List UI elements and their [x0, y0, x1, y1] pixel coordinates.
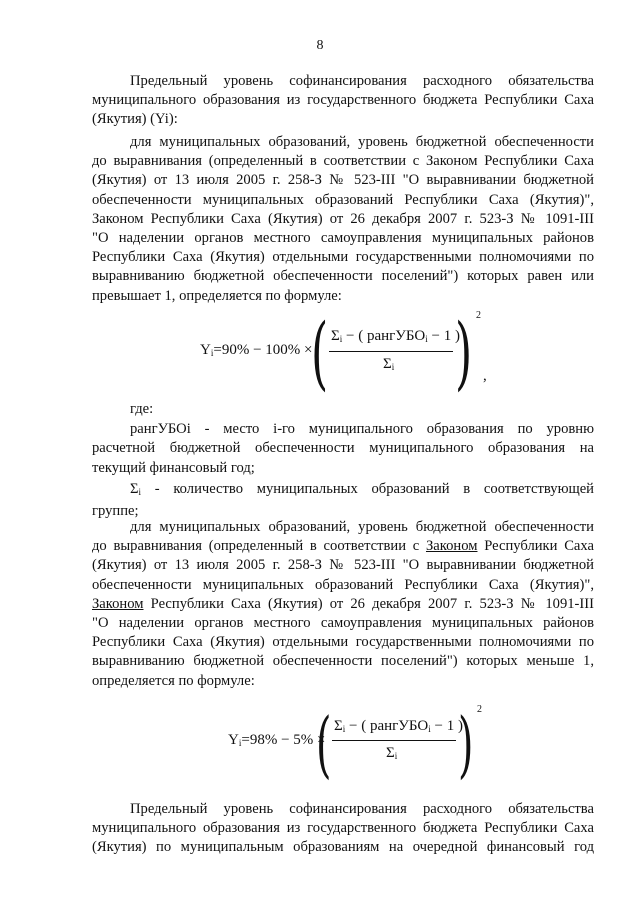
left-paren: (: [316, 702, 332, 786]
text-line: (Якутия) по муниципальным образованиям на очередной финансовый год: [92, 839, 594, 856]
right-paren: ): [455, 306, 473, 399]
text-line: Республики Саха (Якутия) отдельными государственными полномочиями по: [92, 249, 594, 266]
formula-trailing-comma: ,: [483, 368, 487, 384]
formula-denominator: $\Sigma_i$: [386, 745, 398, 761]
text-line: до выравнивания (определенный в соответствии с Законом Республики Саха: [92, 153, 594, 170]
text-line: до выравнивания (определенный в соответствии с Законом Республики Саха: [92, 538, 594, 555]
text-line: Предельный уровень софинансирования расходного обязательства: [130, 73, 594, 89]
formula-1: [0, 300, 640, 400]
paragraph-next-year: [92, 800, 594, 858]
text-line: выравниванию бюджетной обеспеченности поселений") которых меньше 1,: [92, 653, 594, 670]
formula-lhs-sub: i: [238, 738, 242, 748]
text-line: (Якутия) от 13 июля 2005 г. 258-З № 523-III "О выравнивании бюджетной: [92, 557, 594, 574]
text-line: рангУБОi - место i-го муниципального образования по уровню: [130, 421, 594, 438]
left-paren: (: [311, 306, 329, 399]
text-line: Предельный уровень софинансирования расходного обязательства: [130, 801, 594, 817]
text-line: Законом Республики Саха (Якутия) от 26 декабря 2007 г. 523-З № 1091-III: [92, 210, 594, 227]
formula-2: [0, 700, 640, 786]
text-line: "О наделении органов местного самоуправления муниципальных районов: [92, 615, 594, 632]
definition-sigma-line: $\Sigma_i$ - количество муниципальных образований в соответствующей: [130, 480, 594, 497]
formula-lhs: Y: [228, 732, 239, 748]
sigma-symbol: Σ: [130, 480, 139, 497]
formula-numerator: $\Sigma_i$ − ( рангУБО$_i$ − 1 ): [331, 328, 460, 344]
law-link[interactable]: Законом: [425, 538, 478, 555]
formula-lhs: Y: [200, 342, 211, 358]
text-line: для муниципальных образований, уровень бюджетной обеспеченности: [130, 134, 594, 150]
text-line: (Якутия) (Yi):: [92, 111, 178, 128]
fraction-line: [332, 740, 456, 741]
formula-power: 2: [476, 310, 481, 321]
paragraph-condition-lt-1: [92, 518, 594, 691]
right-paren: ): [458, 702, 474, 786]
text-line: текущий финансовый год;: [92, 459, 255, 476]
paragraph-condition-ge-1: [92, 133, 594, 306]
text-line: Законом Республики Саха (Якутия) от 26 декабря 2007 г. 523-З № 1091-III: [92, 595, 594, 612]
definitions-block: [92, 400, 594, 521]
text-line: (Якутия) от 13 июля 2005 г. 258-З № 523-III "О выравнивании бюджетной: [92, 172, 594, 189]
text-line: расчетной бюджетной обеспеченности муниципального образования на: [92, 440, 594, 457]
fraction-line: [329, 351, 453, 352]
text-line: "О наделении органов местного самоуправления муниципальных районов: [92, 230, 594, 247]
formula-lhs-sub: i: [210, 348, 214, 358]
formula-denominator: $\Sigma_i$: [383, 356, 395, 372]
text-line: Республики Саха (Якутия) отдельными государственными полномочиями по: [92, 634, 594, 651]
text-line: для муниципальных образований, уровень бюджетной обеспеченности: [130, 519, 594, 535]
formula-power: 2: [477, 704, 482, 715]
paragraph-cofinancing-intro: [92, 72, 594, 130]
formula-numerator: $\Sigma_i$ − ( рангУБО$_i$ − 1 ): [334, 718, 463, 734]
text-line: обеспеченности муниципальных образований Республики Саха (Якутия)",: [92, 191, 594, 208]
law-link[interactable]: Законом: [92, 595, 144, 612]
text-line: превышает 1, определяется по формуле:: [92, 287, 342, 304]
where-label: где:: [130, 401, 154, 417]
text-line: группе;: [92, 503, 139, 520]
text-line: выравниванию бюджетной обеспеченности поселений") которых равен или: [92, 268, 594, 285]
text-line: муниципального образования из государственного бюджета Республики Саха: [92, 92, 594, 109]
text-line: обеспеченности муниципальных образований Республики Саха (Якутия)",: [92, 576, 594, 593]
text-line: определяется по формуле:: [92, 672, 255, 689]
formula-rhs-prefix: =98% − 5% ×: [241, 732, 326, 748]
page-number: 8: [316, 38, 324, 53]
formula-rhs-prefix: =90% − 100% ×: [213, 342, 313, 358]
text-line: муниципального образования из государственного бюджета Республики Саха: [92, 820, 594, 837]
